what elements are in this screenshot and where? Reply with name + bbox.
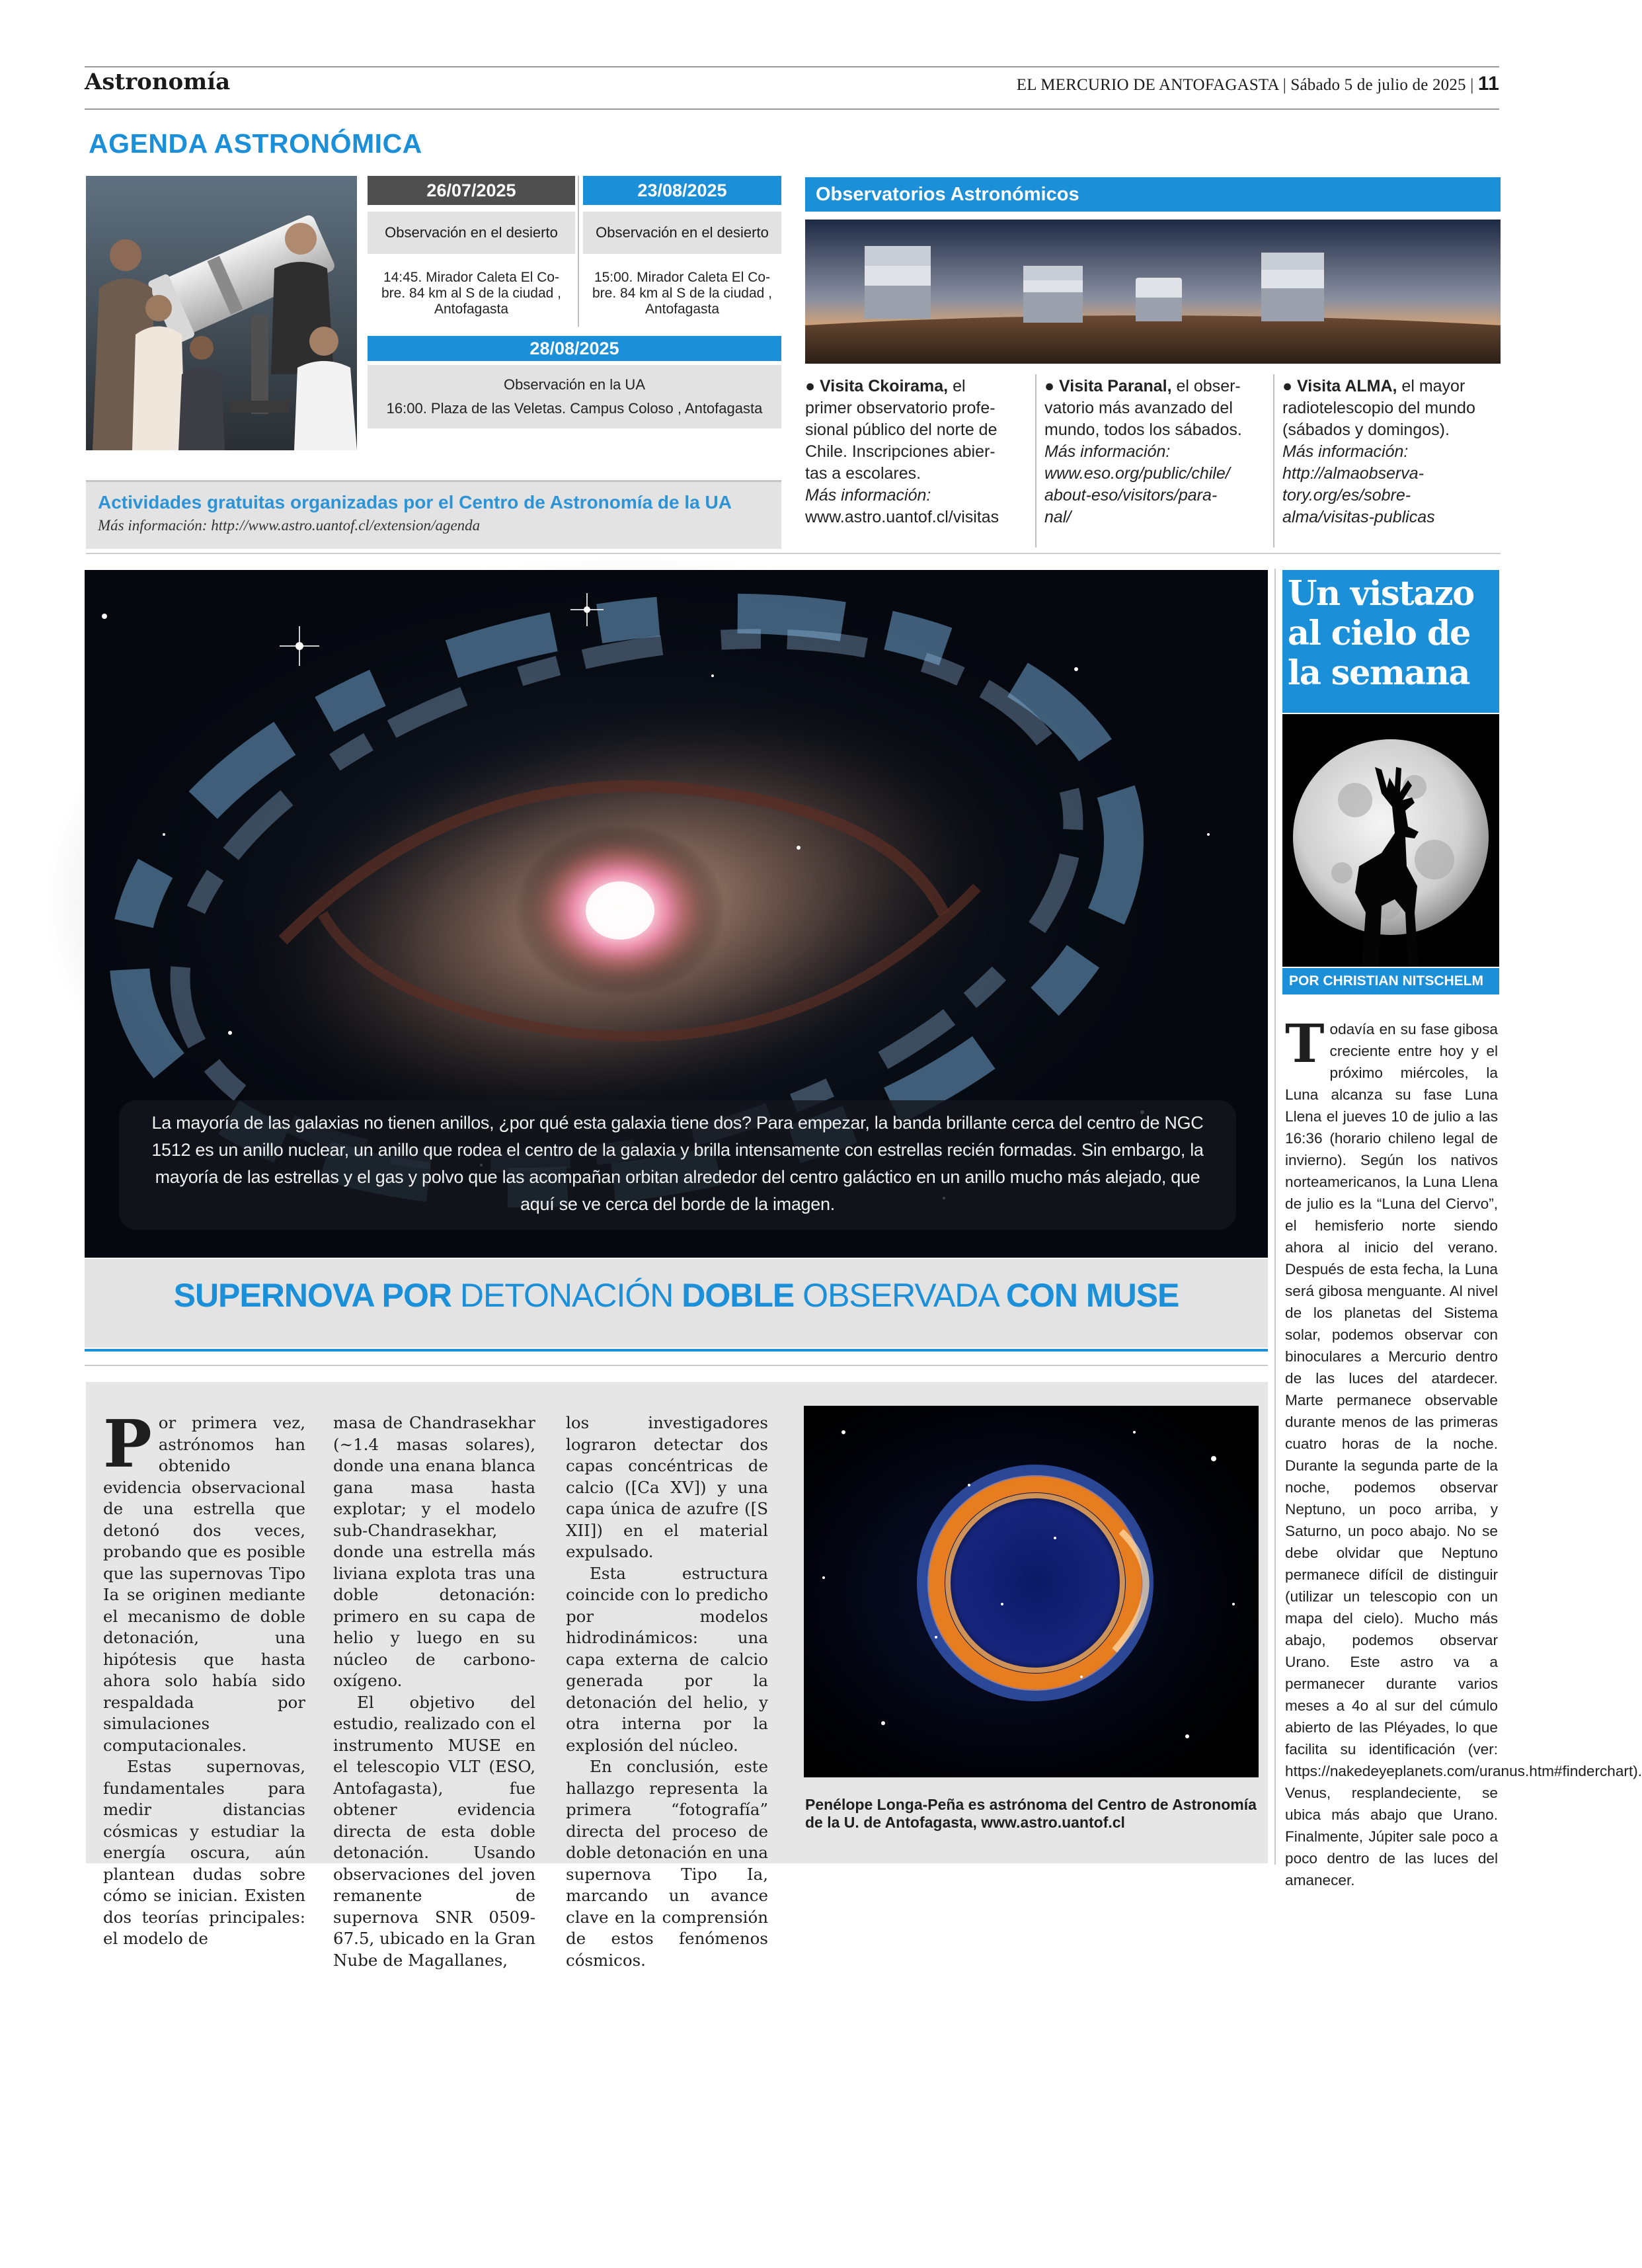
- event-2-type: Observación en el desierto: [583, 212, 781, 254]
- event-1-detail-line: Antofagasta: [434, 302, 509, 317]
- header-rule-bottom: [85, 108, 1499, 110]
- observatorios-title: Observatorios Astronómicos: [805, 177, 1501, 212]
- obs-line: radiotelescopio del mundo: [1282, 399, 1475, 417]
- obs-label: Visita Ckoirama,: [820, 377, 949, 395]
- page-number: 11: [1477, 73, 1499, 95]
- moon-deer-illustration: [1282, 714, 1499, 967]
- obs-more-label: Más información:: [1044, 442, 1171, 461]
- event-3-detail-line: 16:00. Plaza de las Veletas. Campus Coloso , Antofagasta: [386, 400, 763, 417]
- observatory-paranal: [1044, 376, 1263, 528]
- article-text: or primera vez, astrónomos han obtenido evidencia observacional de una estrella que detonó dos veces, probando que es posible que las supernovas Tipo Ia se originen mediante el mecanismo de doble detonación, una hipótesis que hasta ahora solo había sido respaldada por simulaciones computacionales.: [103, 1413, 305, 1755]
- publication-info: [1017, 73, 1499, 95]
- event-2-detail-line: Antofagasta: [645, 302, 720, 317]
- obs-line: tas a escolares.: [805, 464, 921, 483]
- photo-credit: Penélope Longa-Peña es astrónoma del Centro de Astronomía de la U. de Antofagasta, www.astro.uantof.cl: [805, 1796, 1257, 1831]
- obs-line: Chile. Inscripciones abier-: [805, 442, 996, 461]
- obs-url-line: http://almaobserva-: [1282, 464, 1424, 483]
- section-divider: [86, 553, 1501, 554]
- headline-part: SUPERNOVA POR: [173, 1277, 451, 1314]
- obs-more-label: Más información:: [805, 486, 931, 505]
- event-2-details: [583, 270, 781, 317]
- obs-line: primer observatorio profe-: [805, 399, 996, 417]
- event-2-detail-line: bre. 84 km al S de la ciudad ,: [592, 286, 772, 301]
- obs-url-line: tory.org/es/sobre-: [1282, 486, 1411, 505]
- obs-url-line: www.eso.org/public/chile/: [1044, 464, 1230, 483]
- telescope-observation-photo: [86, 176, 357, 450]
- sidebar-dropcap: T: [1285, 1012, 1325, 1074]
- supernova-illustration: [804, 1406, 1259, 1777]
- obs-line: (sábados y domingos).: [1282, 421, 1450, 439]
- activities-band: [86, 480, 781, 549]
- event-divider: [578, 176, 579, 327]
- obs-line: sional público del norte de: [805, 421, 997, 439]
- sidebar-divider: [1274, 569, 1276, 1865]
- event-3-box: [368, 365, 781, 428]
- event-1-type: Observación en el desierto: [368, 212, 575, 254]
- article-paragraph: En conclusión, este hallazgo representa la primera “fotografía” directa del proceso de doble detonación en una supernova Tipo Ia, marcando un avance clave en la comprensión de estos fenómenos cósmicos.: [566, 1757, 768, 1970]
- event-3-date: 28/08/2025: [368, 336, 781, 361]
- observatory-alma: [1282, 376, 1501, 528]
- moon-deer-image: [1282, 714, 1499, 967]
- article-paragraph: los investigadores lograron detectar dos capas concéntricas de calcio ([Ca XV]) y una capa única de azufre ([S XII]) en el material expulsado.: [566, 1413, 768, 1561]
- sidebar-text: [1285, 1012, 1642, 1891]
- event-1-detail-line: 14:45. Mirador Caleta El Co-: [383, 270, 560, 285]
- obs-divider: [1273, 374, 1274, 547]
- article-headline: [85, 1276, 1268, 1315]
- obs-label: Visita ALMA,: [1297, 377, 1397, 395]
- article-column-3: [566, 1412, 768, 1971]
- headline-part: CON MUSE: [1005, 1277, 1179, 1314]
- headline-rule-thin: [85, 1365, 1268, 1366]
- article-column-1: [103, 1406, 305, 1950]
- event-1-details: [368, 270, 575, 317]
- obs-divider: [1035, 374, 1036, 547]
- obs-url-line: about-eso/visitors/para-: [1044, 486, 1218, 505]
- bullet-icon: ●: [1044, 377, 1060, 395]
- bullet-icon: ●: [805, 377, 820, 395]
- obs-line: el mayor: [1401, 377, 1466, 395]
- vlt-observatory-photo: [805, 220, 1501, 364]
- event-2-detail-line: 15:00. Mirador Caleta El Co-: [594, 270, 771, 285]
- galaxy-caption: La mayoría de las galaxias no tienen anillos, ¿por qué esta galaxia tiene dos? Para empezar, la banda brillante cerca del centro de NGC 1512 es un anillo nuclear, un anillo que rodea el centro de la galaxia y brilla intensamente con estrellas recién formadas. Sin embargo, la mayoría de las estrellas y el gas y polvo que las acompañan orbitan alrededor del centro galáctico en un anillo mucho más alejado, que aquí se ve cerca del borde de la imagen.: [151, 1113, 1204, 1214]
- obs-line: vatorio más avanzado del: [1044, 399, 1233, 417]
- headline-part: DOBLE: [682, 1277, 795, 1314]
- event-3-type: Observación en la UA: [504, 376, 645, 393]
- activities-title: Actividades gratuitas organizadas por el Centro de Astronomía de la UA: [98, 492, 732, 512]
- article-dropcap: P: [103, 1406, 152, 1482]
- supernova-remnant-photo: [804, 1406, 1259, 1777]
- headline-part: DETONACIÓN: [459, 1277, 674, 1314]
- obs-label: Visita Paranal,: [1059, 377, 1172, 395]
- sidebar-body: odavía en su fase gibosa creciente entre hoy y el próximo miércoles, la Luna alcanza su fase Luna Llena el jueves 10 de julio a las 16:36 (horario chileno legal de invierno). Según los nativos norteamericanos, la Luna Llena de julio es la “Luna del Ciervo”, el hemisferio norte siendo ahora al inicio del verano. Después de esta fecha, la Luna será gibosa menguante. Al nivel de los planetas del Sistema solar, podemos observar con binoculares a Mercurio dentro de las luces del atardecer. Marte permanece observable durante menos de las primeras cuatro horas de la noche. Durante la segunda parte de la noche, podemos observar Neptuno, un poco arriba, y Saturno, un poco abajo. No se debe olvidar que Neptuno permanece difícil de distinguir (utilizar un telescopio con un mapa del cielo). Mucho más abajo, podemos observar Urano. Este astro va a permanecer durante varios meses a 4o al sur del cúmulo abierto de las Pléyades, lo que facilita su identificación (ver: https://nakedeyeplanets.com/uranus.htm#finderchart). Venus, resplandeciente, se ubica más abajo que Urano. Finalmente, Júpiter sale poco a poco dentro de las luces del amanecer.: [1285, 1021, 1642, 1888]
- obs-line: el obser-: [1176, 377, 1241, 395]
- event-1-date: 26/07/2025: [368, 176, 575, 205]
- event-2-date: 23/08/2025: [583, 176, 781, 205]
- headline-part: OBSERVADA: [802, 1277, 998, 1314]
- obs-url-line: alma/visitas-publicas: [1282, 508, 1435, 526]
- activities-more-info: Más información: http://www.astro.uantof.cl/extension/agenda: [98, 517, 481, 534]
- obs-more-label: Más información:: [1282, 442, 1409, 461]
- publication-dateline: EL MERCURIO DE ANTOFAGASTA | Sábado 5 de julio de 2025 |: [1016, 76, 1474, 94]
- obs-url-line: www.astro.uantof.cl/visitas: [805, 508, 999, 526]
- observatory-photo-illustration: [805, 220, 1501, 364]
- article-paragraph: masa de Chandrasekhar (~1.4 masas solares), donde una enana blanca gana masa hasta explotar; y el modelo sub-Chandrasekhar, donde una estrella más liviana explota tras una doble detonación: primero en su capa de helio y luego en su núcleo de carbono-oxígeno.: [333, 1413, 535, 1690]
- obs-url-line: nal/: [1044, 508, 1072, 526]
- sidebar-author: POR CHRISTIAN NITSCHELM: [1282, 968, 1499, 994]
- bullet-icon: ●: [1282, 377, 1298, 395]
- headline-rule: [85, 1349, 1268, 1352]
- observatory-ckoirama: [805, 376, 1023, 528]
- telescope-photo-illustration: [86, 176, 357, 450]
- obs-line: mundo, todos los sábados.: [1044, 421, 1242, 439]
- article-paragraph: Estas supernovas, fundamentales para medir distancias cósmicas y estudiar la energía oscura, aún plantean dudas sobre cómo se inician. Existen dos teorías principales: el modelo de: [103, 1757, 305, 1948]
- article-paragraph: El objetivo del estudio, realizado con el instrumento MUSE en el telescopio VLT (ESO, Antofagasta), fue obtener evidencia directa de esta doble detonación. Usando observaciones del joven remanente de supernova SNR 0509-67.5, ubicado en la Gran Nube de Magallanes,: [333, 1692, 535, 1970]
- event-1-detail-line: bre. 84 km al S de la ciudad ,: [381, 286, 561, 301]
- agenda-title: AGENDA ASTRONÓMICA: [89, 128, 422, 159]
- article-paragraph: [103, 1406, 305, 1756]
- sidebar-title: Un vistazo al cielo de la semana: [1288, 574, 1474, 693]
- obs-line: el: [953, 377, 966, 395]
- article-paragraph: Esta estructura coincide con lo predicho por modelos hidrodinámicos: una capa externa de calcio generada por la detonación del helio, y otra interna por la explosión del núcleo.: [566, 1563, 768, 1755]
- article-column-2: [333, 1412, 535, 1971]
- section-name: Astronomía: [85, 69, 231, 95]
- header-rule-top: [85, 66, 1499, 67]
